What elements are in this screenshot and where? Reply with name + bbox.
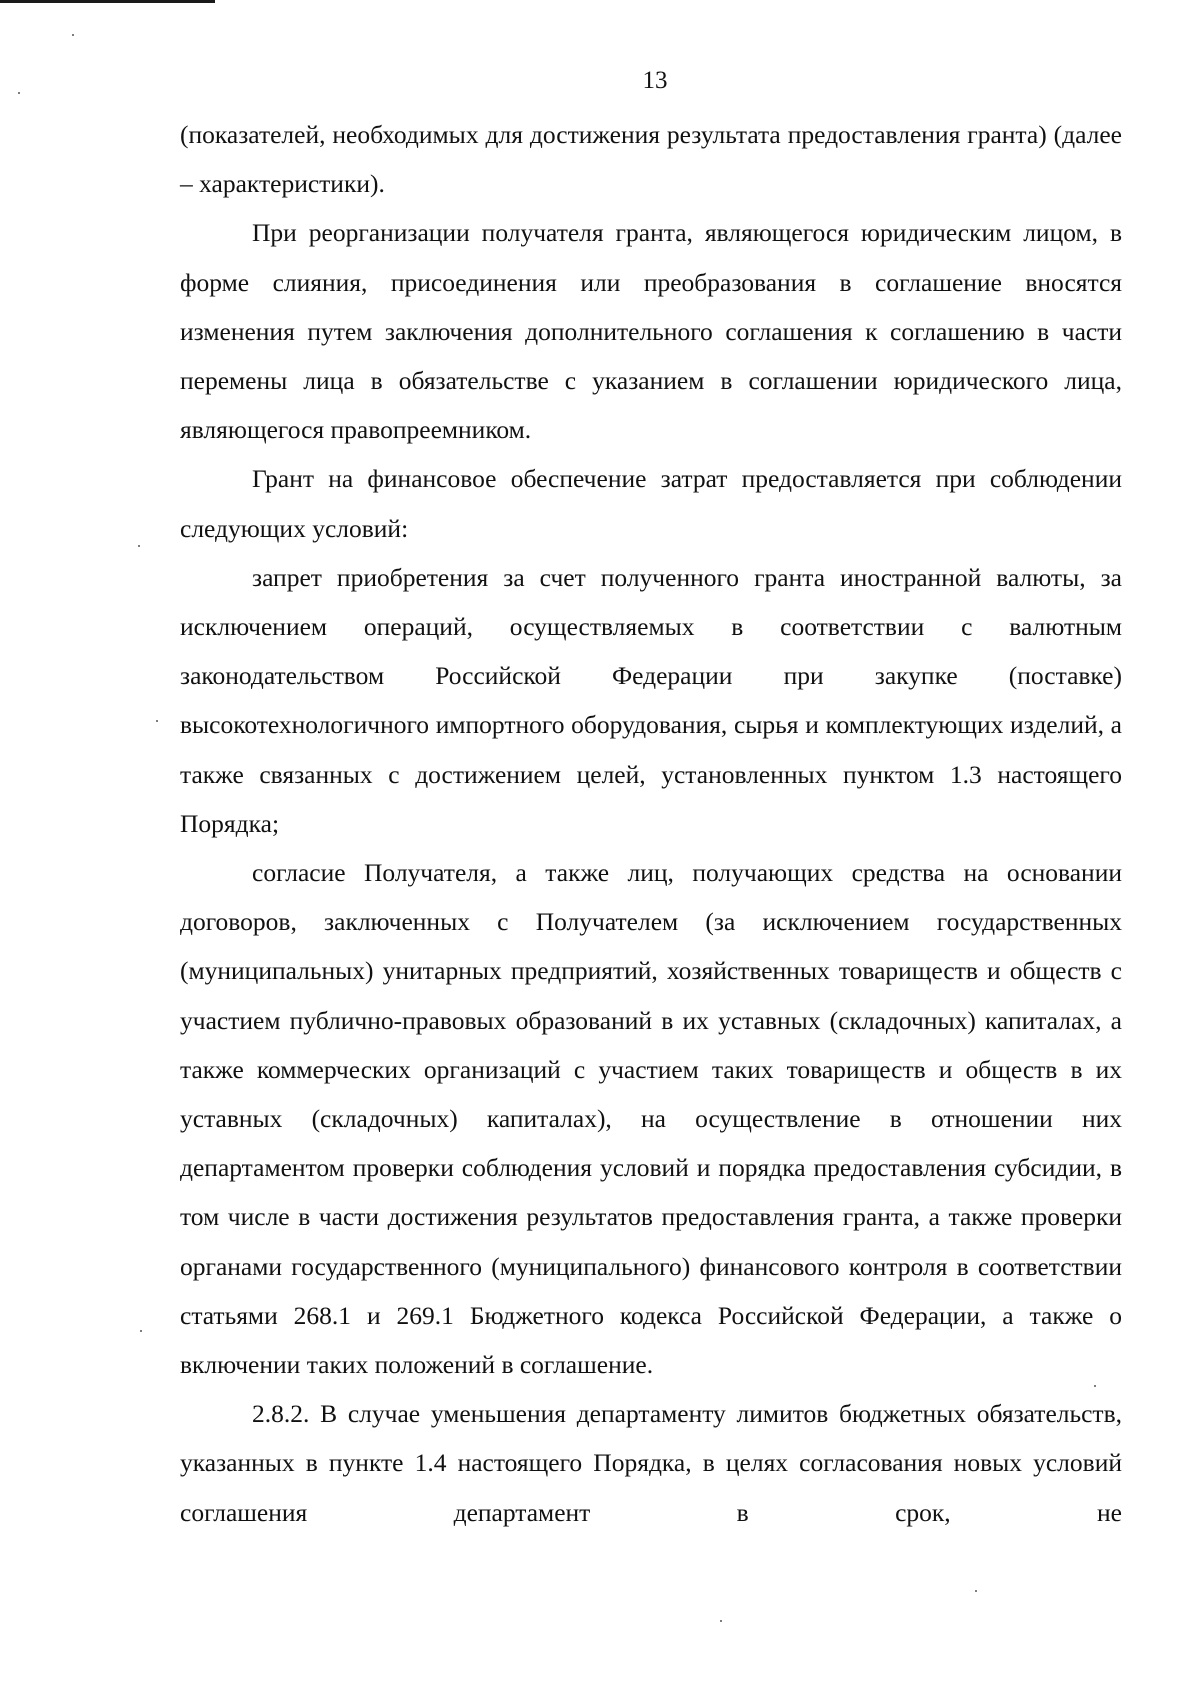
- scan-speck: [72, 34, 74, 36]
- paragraph-consent: согласие Получателя, а также лиц, получающих средства на основании договоров, заключенных с Получателем (за исключением государственных (муниципальных) унитарных предприятий, хозяйственных товариществ и обществ с участием публично-правовых образований в их уставных (складочных) капиталах, а также коммерческих организаций с участием таких товариществ и обществ в их уставных (складочных) капиталах), на осуществление в отношении них департаментом проверки соблюдения условий и порядка предоставления субсидии, в том числе в части достижения результатов предоставления гранта, а также проверки органами государственного (муниципального) финансового контроля в соответствии статьями 268.1 и 269.1 Бюджетного кодекса Российской Федерации, а также о включении таких положений в соглашение.: [180, 858, 1122, 1380]
- scan-speck: [138, 545, 140, 547]
- paragraph-conditions-intro: Грант на финансовое обеспечение затрат предоставляется при соблюдении следующих условий:: [180, 464, 1122, 543]
- document-body: [180, 110, 1122, 1537]
- scan-edge-line: [0, 0, 215, 3]
- scan-speck: [1094, 1385, 1096, 1387]
- paragraph-currency-ban: запрет приобретения за счет полученного гранта иностранной валюты, за исключением операций, осуществляемых в соответствии с валютным законодательством Российской Федерации при закупке (поставке) высокотехнологичного импортного оборудования, сырья и комплектующих изделий, а также связанных с достижением целей, установленных пунктом 1.3 настоящего Порядка;: [180, 562, 1122, 838]
- page-number: 13: [642, 67, 668, 94]
- paragraph-2-8-2: 2.8.2. В случае уменьшения департаменту лимитов бюджетных обязательств, указанных в пункте 1.4 настоящего Порядка, в целях согласования новых условий соглашения департамент в срок, не: [180, 1399, 1122, 1527]
- scan-speck: [720, 1620, 722, 1622]
- scan-speck: [156, 720, 158, 722]
- paragraph-reorganization: При реорганизации получателя гранта, являющегося юридическим лицом, в форме слияния, присоединения или преобразования в соглашение вносятся изменения путем заключения дополнительного соглашения к соглашению в части перемены лица в обязательстве с указанием в соглашении юридического лица, являющегося правопреемником.: [180, 218, 1122, 445]
- scan-speck: [975, 1590, 977, 1592]
- scan-speck: [18, 92, 20, 94]
- scan-speck: [140, 1330, 142, 1332]
- paragraph-continuation: (показателей, необходимых для достижения результата предоставления гранта) (далее – характеристики).: [180, 120, 1122, 199]
